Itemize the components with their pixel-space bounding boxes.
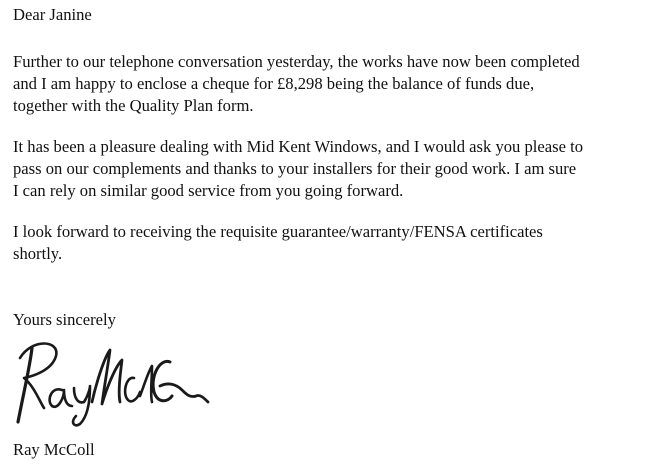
paragraph-1-line-3: together with the Quality Plan form. [13, 96, 254, 115]
paragraph-3-line-2: shortly. [13, 244, 63, 263]
paragraph-1-line-2: and I am happy to enclose a cheque for £8,298 being the balance of funds due, [13, 74, 535, 93]
paragraph-2-line-3: I can rely on similar good service from you going forward. [13, 181, 404, 200]
paragraph-2-line-2: pass on our complements and thanks to your installers for their good work. I am sure [13, 159, 577, 178]
handwritten-signature-icon [10, 336, 220, 431]
paragraph-2-line-1: It has been a pleasure dealing with Mid Kent Windows, and I would ask you please to [13, 137, 583, 156]
paragraph-3-line-1: I look forward to receiving the requisite guarantee/warranty/FENSA certificates [13, 222, 543, 241]
salutation: Dear Janine [13, 5, 92, 24]
closing: Yours sincerely [13, 310, 116, 329]
paragraph-1-line-1: Further to our telephone conversation yesterday, the works have now been completed [13, 52, 580, 71]
sender-name: Ray McColl [13, 440, 95, 459]
